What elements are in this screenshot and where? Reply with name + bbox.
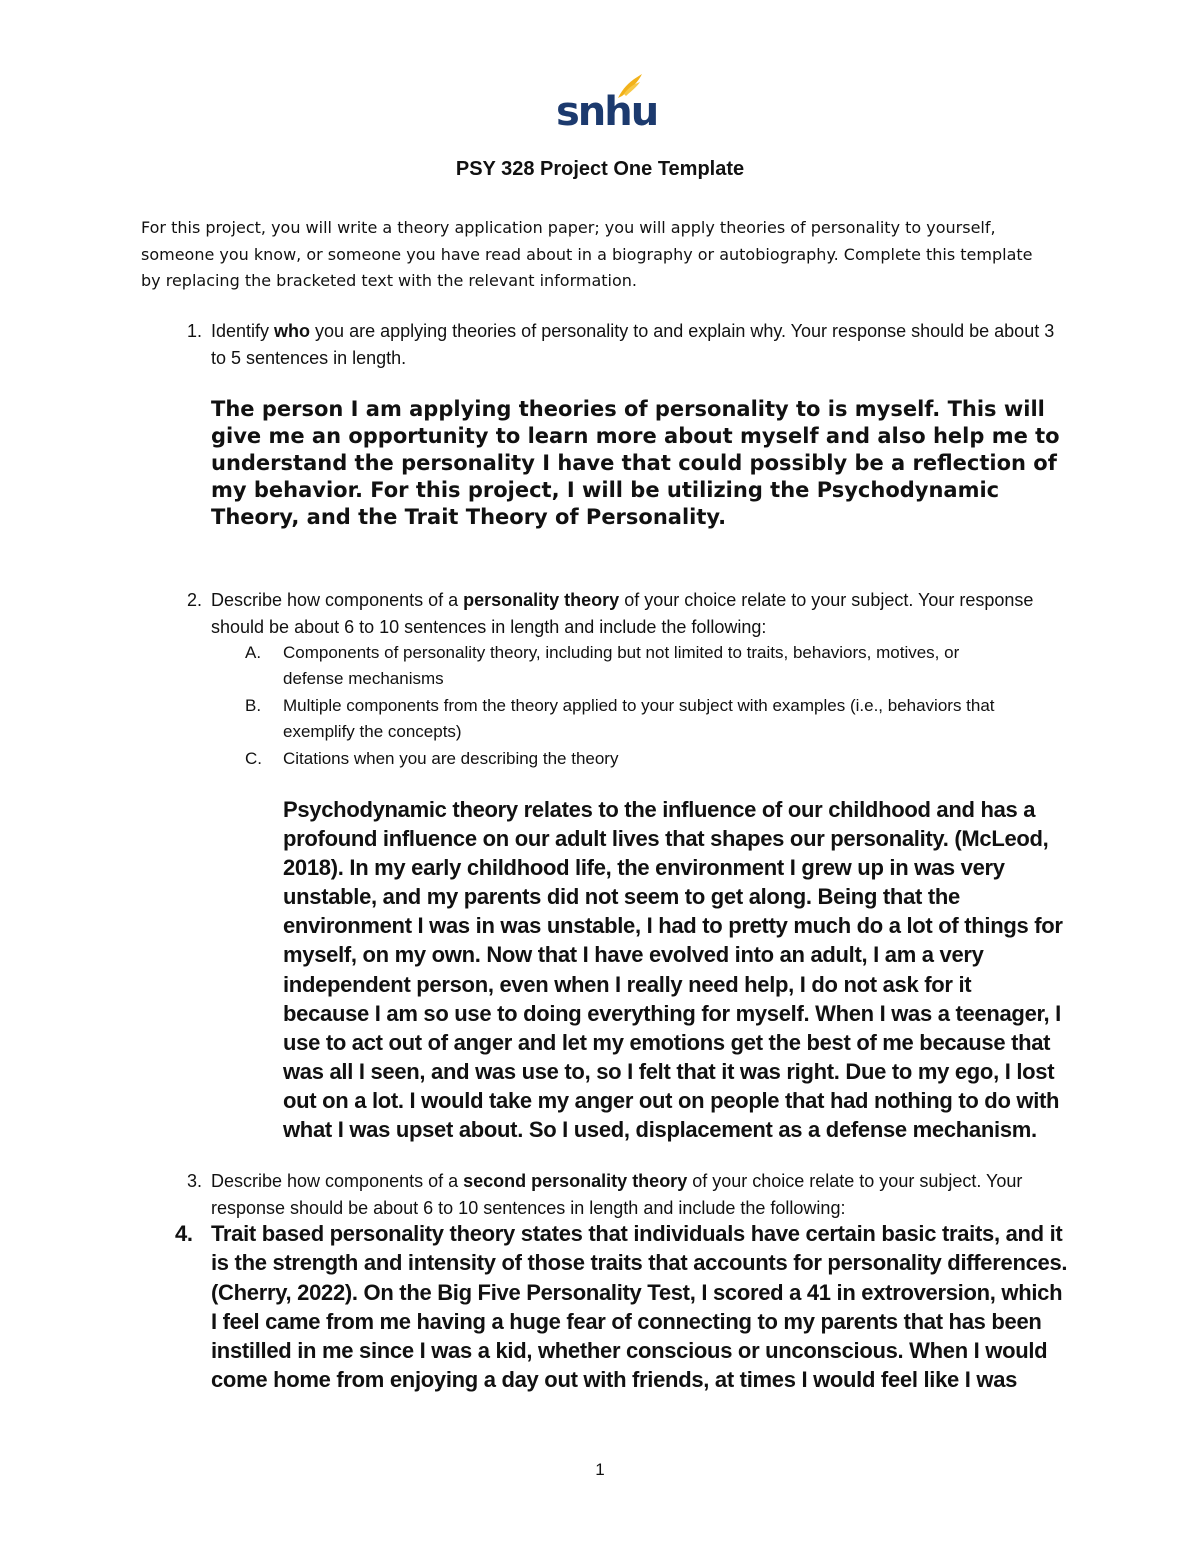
list-item-text: Citations when you are describing the theory	[283, 749, 619, 768]
answer-1: The person I am applying theories of personality to is myself. This will give me an opportunity to learn more about myself and also help me to understand the personality I have that could possibly be a reflection of my behavior. For this project, I will be utilizing the Psychodynamic Theory, and the Trait Theory of Personality.	[211, 397, 1060, 529]
answer-2: Psychodynamic theory relates to the influence of our childhood and has a profound influence on our adult lives that shapes our personality. (McLeod, 2018). In my early childhood life, the environment I grew up in was very unstable, and my parents did not seem to get along. Being that the environment I was in was unstable, I had to pretty much do a lot of things for myself, on my own. Now that I have evolved into an adult, I am a very independent person, even when I really need help, I do not ask for it because I am so use to doing everything for myself. When I was a teenager, I use to act out of anger and let my emotions get the best of me because that was all I seen, and was use to, so I felt that it was right. Due to my ego, I lost out on a lot. I would take my anger out on people that had nothing to do with what I was upset about. So I used, displacement as a defense mechanism.	[283, 797, 1063, 1143]
page-number: 1	[595, 1460, 605, 1479]
question-3-lead: Describe how components of a	[211, 1171, 464, 1191]
question-2-lead: Describe how components of a	[211, 590, 464, 610]
page-title: PSY 328 Project One Template	[455, 158, 745, 180]
question-2-keyword: personality theory	[463, 590, 620, 610]
question-3-keyword: second personality theory	[463, 1171, 688, 1191]
question-3-text	[211, 1168, 1061, 1222]
list-item-label: B.	[245, 696, 262, 715]
list-item-text: Multiple components from the theory applied to your subject with examples (i.e., behaviors that exemplify the concepts)	[283, 696, 995, 741]
logo-wordmark: snhu	[556, 89, 658, 135]
question-1-keyword: who	[274, 321, 311, 341]
question-3-tail: of your choice relate to your subject. Your response should be about 6 to 10 sentences in length and include the following:	[211, 1171, 1023, 1218]
list-item-text: Components of personality theory, including but not limited to traits, behaviors, motives, or defense mechanisms	[283, 643, 960, 688]
question-1-tail: you are applying theories of personality to and explain why. Your response should be about 3 to 5 sentences in length.	[211, 321, 1055, 368]
question-1-number: 1.	[186, 321, 202, 341]
snhu-logo	[552, 72, 658, 136]
answer-3: Trait based personality theory states that individuals have certain basic traits, and it is the strength and intensity of those traits that accounts for personality differences. (Cherry, 2022). On the Big Five Personality Test, I scored a 41 in extroversion, which I feel came from me having a huge fear of connecting to my parents that has been instilled in me since I was a kid, whether conscious or unconscious. When I would come home from enjoying a day out with friends, at times I would feel like I was	[211, 1221, 1068, 1393]
question-1-lead: Identify	[211, 321, 275, 341]
question-3-number: 3.	[186, 1171, 202, 1191]
item-4-number: 4.	[175, 1221, 193, 1246]
intro-paragraph: For this project, you will write a theory application paper; you will apply theories of personality to yourself, someone you know, or someone you have read about in a biography or autobiography. Complete this template by replacing the bracketed text with the relevant information.	[141, 218, 1033, 290]
question-2-number: 2.	[186, 590, 202, 610]
list-item-label: C.	[245, 749, 262, 768]
question-1-text	[211, 318, 1061, 372]
list-item-label: A.	[245, 643, 262, 662]
question-2-tail: of your choice relate to your subject. Your response should be about 6 to 10 sentences in length and include the following:	[211, 590, 1034, 637]
question-2-text	[211, 587, 1061, 641]
